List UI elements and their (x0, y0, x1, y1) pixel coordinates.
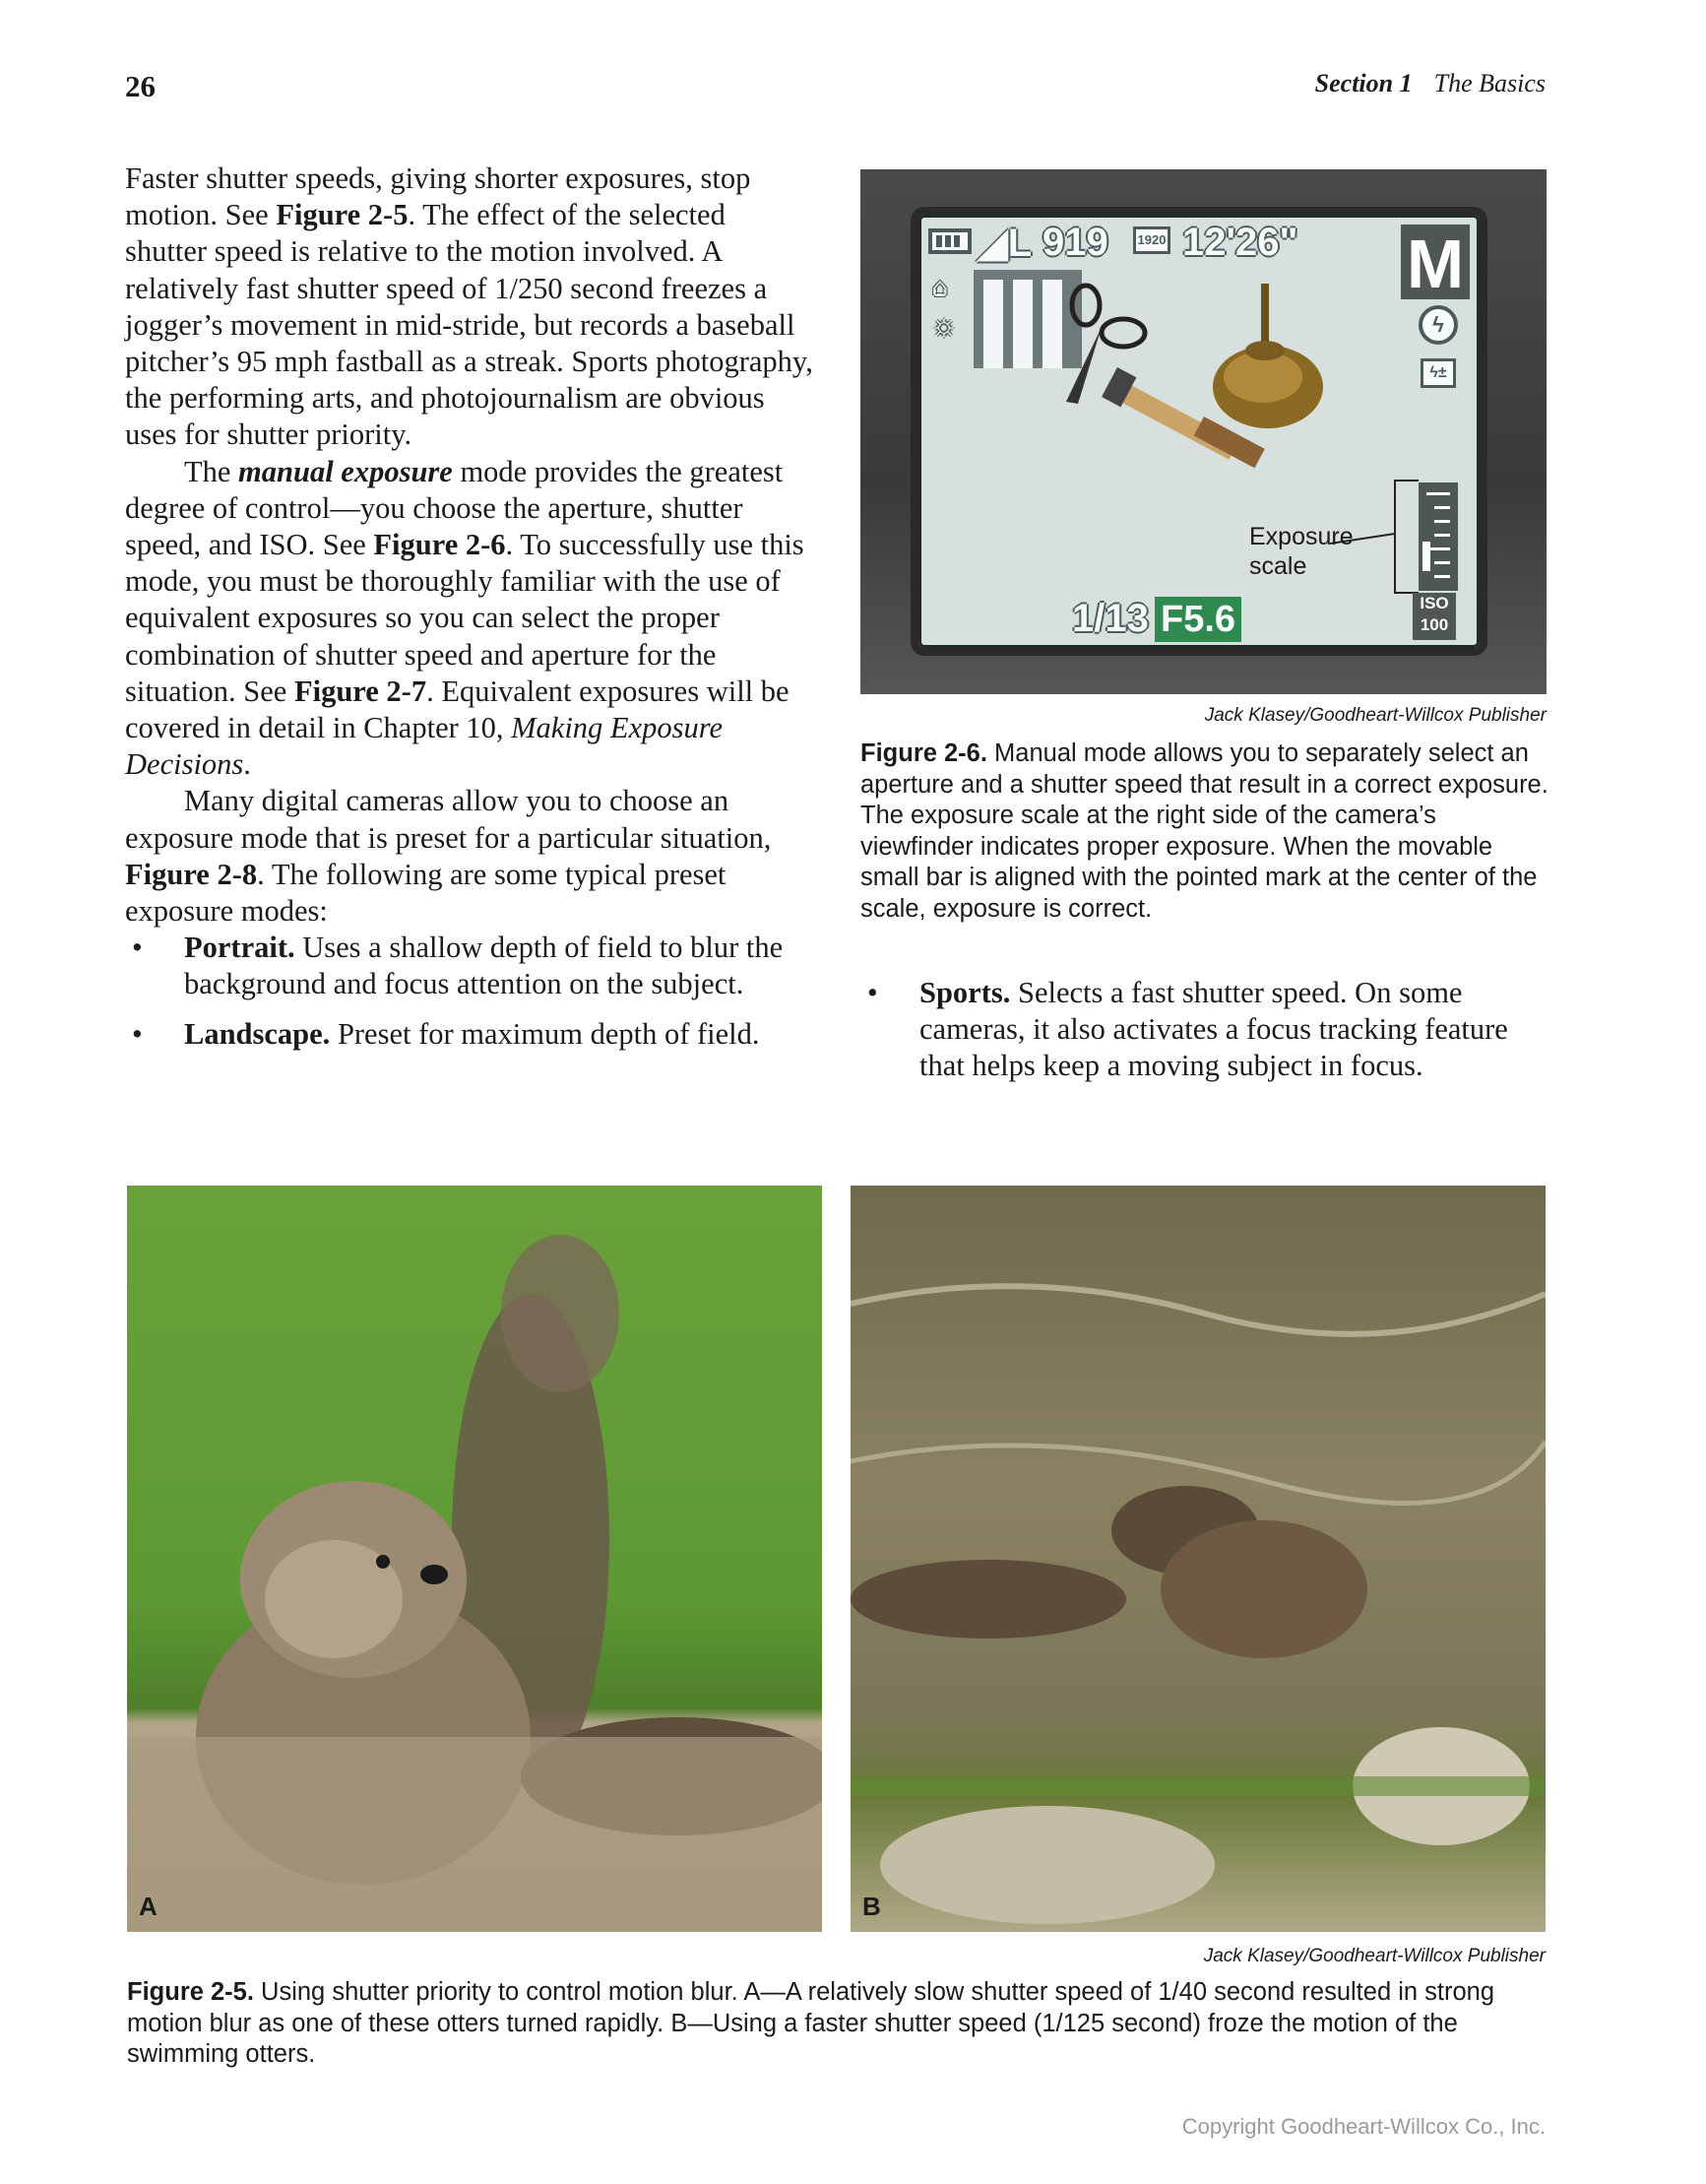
paragraph-manual-exposure: The manual exposure mode provides the greatest degree of control—you choose the aperture, shutter speed, and ISO. See Figure 2-6. To successfully use this mode, you must be thoroughly familiar with the use of equivalent exposures so you can select the proper combination of shutter speed and aperture for the situation. See Figure 2-7. Equivalent exposures will be covered in detail in Chapter 10, Making Exposure Decisions. (125, 454, 804, 782)
list-item: • Portrait. Uses a shallow depth of field to blur the background and focus attention on the subject. (125, 930, 814, 1002)
section-title: The Basics (1433, 69, 1546, 97)
figure-ref: Figure 2-6 (373, 528, 506, 562)
iso-indicator: ISO 100 (1413, 593, 1456, 640)
key-term: manual exposure (238, 454, 453, 488)
running-head (1315, 69, 1546, 98)
figure-2-5-caption: Figure 2-5. Using shutter priority to control motion blur. A—A relatively slow shutter speed of 1/40 second resulted in strong motion blur as one of these otters turned rapidly. B—Using a faster shutter speed (1/125 second) froze the motion of the swimming otters. (127, 1978, 1495, 2068)
exposure-scale (1419, 482, 1458, 591)
list-item: • Landscape. Preset for maximum depth of field. (125, 1016, 814, 1053)
page-number: 26 (125, 69, 156, 103)
camera-mode-icon: ⌂ (932, 272, 948, 301)
caption-label: Figure 2-5. (127, 1978, 254, 2006)
paragraph-preset-modes: Many digital cameras allow you to choose an exposure mode that is preset for a particular situation, Figure 2-8. The following are some typical preset exposure modes: (125, 784, 772, 929)
preset-mode-list (125, 930, 814, 1053)
figure-ref: Figure 2-8 (125, 857, 258, 891)
video-resolution-icon: 1920 (1133, 226, 1170, 254)
exposure-mode-indicator: M (1401, 225, 1470, 299)
shots-remaining: 919 (1043, 221, 1108, 264)
aperture-readout: F5.6 (1155, 597, 1241, 642)
figure-2-6-credit: Jack Klasey/Goodheart-Willcox Publisher (1204, 705, 1547, 726)
photo-label-b: B (862, 1892, 881, 1921)
camera-screen (918, 215, 1480, 648)
photo-label-a: A (139, 1892, 158, 1921)
white-balance-icon: ☼ (930, 309, 958, 342)
figure-2-5-credit: Jack Klasey/Goodheart-Willcox Publisher (1203, 1946, 1546, 1966)
section-label: Section 1 (1314, 69, 1413, 97)
camera-lcd-photo (860, 169, 1547, 694)
figure-2-6-caption: Figure 2-6. Manual mode allows you to separately select an aperture and a shutter speed that result in a correct exposure. The exposure scale at the right side of the camera’s viewfinder indicates proper exposure. When the movable small bar is aligned with the pointed mark at the center of the scale, exposure is correct. (860, 739, 1548, 923)
exposure-scale-label: Exposure scale (1249, 523, 1354, 580)
figure-ref: Figure 2-7 (293, 674, 427, 708)
flash-compensation-icon: ϟ± (1421, 358, 1456, 388)
still-life-scene (1066, 254, 1342, 490)
body-text-column (125, 161, 814, 1065)
figure-ref: Figure 2-5 (276, 198, 409, 232)
battery-icon (928, 228, 972, 254)
otter-photo-a (127, 1186, 822, 1932)
flash-off-icon: ϟ (1419, 305, 1458, 345)
chapter-title: Making Exposure Decisions (125, 711, 723, 782)
paragraph-shutter-speed: Faster shutter speeds, giving shorter exposures, stop motion. See Figure 2-5. The effect of the selected shutter speed is relative to the motion involved. A relatively fast shutter speed of 1/250 second freezes a jogger’s movement in mid-stride, but records a baseball pitcher’s 95 mph fastball as a streak. Sports photography, the performing arts, and photojournalism are obvious uses for shutter priority. (125, 161, 813, 452)
otters-swimming-illustration (851, 1186, 1546, 1932)
otter-photo-b (851, 1186, 1546, 1932)
preset-mode-list-continued (860, 975, 1549, 1085)
image-quality-icon: ◢L (978, 222, 1033, 265)
copyright-notice: Copyright Goodheart-Willcox Co., Inc. (1181, 2114, 1546, 2139)
caption-label: Figure 2-6. (860, 739, 987, 767)
list-item: • Sports. Selects a fast shutter speed. On some cameras, it also activates a focus tracking feature that helps keep a moving subject in focus. (860, 975, 1549, 1085)
shutter-speed-readout: 1/13 (1072, 597, 1149, 640)
otter-illustration (127, 1186, 822, 1932)
body-text-right (860, 975, 1549, 1098)
recording-time: 12'26" (1182, 221, 1298, 264)
